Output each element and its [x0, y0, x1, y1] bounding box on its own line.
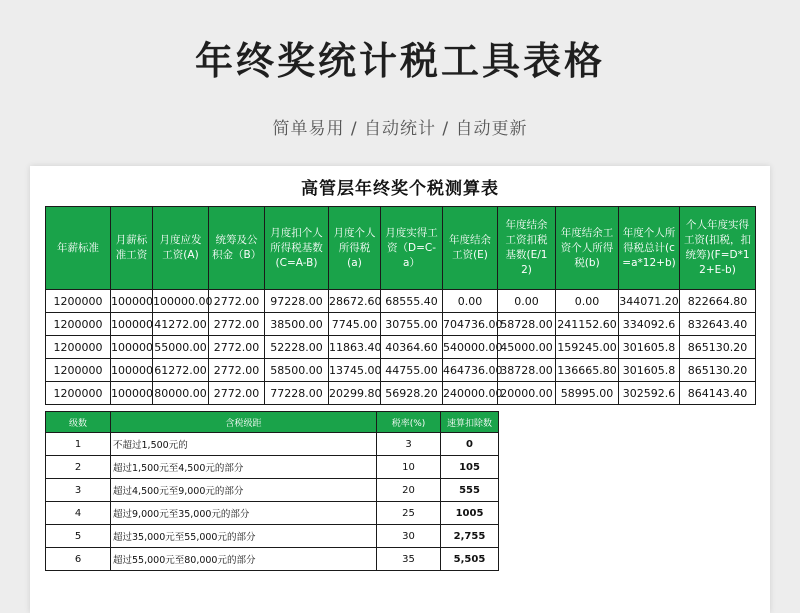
table-cell[interactable]: 334092.6: [619, 313, 680, 336]
table-cell[interactable]: 3: [46, 479, 111, 502]
table-cell[interactable]: 0.00: [443, 290, 498, 313]
table-cell[interactable]: 45000.00: [498, 336, 556, 359]
table-cell[interactable]: 1200000: [46, 290, 111, 313]
table-cell[interactable]: 865130.20: [680, 336, 756, 359]
table-cell[interactable]: 100000: [111, 382, 153, 405]
table-row: [46, 290, 756, 313]
column-header: 年度结余工资个人所得税(b): [556, 207, 619, 290]
table-cell[interactable]: 1: [46, 433, 111, 456]
table-cell[interactable]: 240000.00: [443, 382, 498, 405]
table-cell[interactable]: 97228.00: [265, 290, 329, 313]
table-cell[interactable]: 5: [46, 525, 111, 548]
table-cell[interactable]: 100000: [111, 359, 153, 382]
table-cell[interactable]: 61272.00: [153, 359, 209, 382]
table-cell[interactable]: 6: [46, 548, 111, 571]
column-header: 年度结余工资扣税基数(E/12): [498, 207, 556, 290]
table-cell[interactable]: 0.00: [556, 290, 619, 313]
table-cell[interactable]: 38728.00: [498, 359, 556, 382]
table-header-row: [46, 207, 756, 290]
table-cell[interactable]: 2: [46, 456, 111, 479]
table-cell[interactable]: 30: [377, 525, 441, 548]
table-cell[interactable]: 1200000: [46, 336, 111, 359]
page-title: 年终奖统计税工具表格: [194, 39, 605, 83]
table-cell[interactable]: 13745.00: [329, 359, 381, 382]
table-cell[interactable]: 136665.80: [556, 359, 619, 382]
table-cell[interactable]: 344071.20: [619, 290, 680, 313]
table-row: [46, 502, 499, 525]
table-cell[interactable]: 52228.00: [265, 336, 329, 359]
column-header: 年度个人所得税总计(c=a*12+b): [619, 207, 680, 290]
table-cell[interactable]: 5,505: [441, 548, 499, 571]
column-header: 月度个人所得税(a): [329, 207, 381, 290]
table-cell[interactable]: 35: [377, 548, 441, 571]
table-row: [46, 382, 756, 405]
bonus-tax-table: [45, 206, 756, 405]
column-header: 月度扣个人所得税基数(C=A-B): [265, 207, 329, 290]
table-cell[interactable]: 2772.00: [209, 359, 265, 382]
table-row: [46, 525, 499, 548]
column-header: 含税级距: [111, 412, 377, 433]
table-row: [46, 433, 499, 456]
table-cell[interactable]: 28672.60: [329, 290, 381, 313]
table-cell[interactable]: 704736.00: [443, 313, 498, 336]
table-cell[interactable]: 20299.80: [329, 382, 381, 405]
column-header: 速算扣除数: [441, 412, 499, 433]
table-cell[interactable]: 100000: [111, 336, 153, 359]
table-cell[interactable]: 超过1,500元至4,500元的部分: [111, 456, 377, 479]
table-cell[interactable]: 301605.8: [619, 359, 680, 382]
table-cell[interactable]: 11863.40: [329, 336, 381, 359]
table-cell[interactable]: 41272.00: [153, 313, 209, 336]
column-header: 个人年度实得工资(扣税，扣统筹)(F=D*12+E-b): [680, 207, 756, 290]
table-cell[interactable]: 865130.20: [680, 359, 756, 382]
table-cell[interactable]: 68555.40: [381, 290, 443, 313]
table-cell[interactable]: 38500.00: [265, 313, 329, 336]
table-cell[interactable]: 2772.00: [209, 382, 265, 405]
table-cell[interactable]: 105: [441, 456, 499, 479]
table-cell[interactable]: 3: [377, 433, 441, 456]
table-cell[interactable]: 1200000: [46, 313, 111, 336]
sheet-title: 高管层年终奖个税测算表: [301, 179, 499, 199]
column-header: 月薪标准工资: [111, 207, 153, 290]
table-cell[interactable]: 1200000: [46, 382, 111, 405]
table-cell[interactable]: 4: [46, 502, 111, 525]
table-cell[interactable]: 44755.00: [381, 359, 443, 382]
tax-rate-table: [45, 411, 499, 571]
table-cell[interactable]: 2,755: [441, 525, 499, 548]
table-row: [46, 313, 756, 336]
table-cell[interactable]: 241152.60: [556, 313, 619, 336]
table-cell[interactable]: 2772.00: [209, 290, 265, 313]
table-cell[interactable]: 1005: [441, 502, 499, 525]
table-cell[interactable]: 10: [377, 456, 441, 479]
table-cell[interactable]: 301605.8: [619, 336, 680, 359]
table-cell[interactable]: 555: [441, 479, 499, 502]
table-cell[interactable]: 超过9,000元至35,000元的部分: [111, 502, 377, 525]
table-cell[interactable]: 超过4,500元至9,000元的部分: [111, 479, 377, 502]
table-cell[interactable]: 2772.00: [209, 336, 265, 359]
column-header: 年度结余工资(E): [443, 207, 498, 290]
table-cell[interactable]: 55000.00: [153, 336, 209, 359]
table-cell[interactable]: 540000.00: [443, 336, 498, 359]
table-header-row: [46, 412, 499, 433]
table-row: [46, 548, 499, 571]
table-cell[interactable]: 40364.60: [381, 336, 443, 359]
column-header: 年薪标准: [46, 207, 111, 290]
table-cell[interactable]: 20: [377, 479, 441, 502]
table-row: [46, 479, 499, 502]
table-cell[interactable]: 0.00: [498, 290, 556, 313]
table-cell[interactable]: 100000.00: [153, 290, 209, 313]
table-cell[interactable]: 864143.40: [680, 382, 756, 405]
table-cell[interactable]: 25: [377, 502, 441, 525]
table-cell[interactable]: 7745.00: [329, 313, 381, 336]
table-cell[interactable]: 30755.00: [381, 313, 443, 336]
table-row: [46, 336, 756, 359]
table-cell[interactable]: 不超过1,500元的: [111, 433, 377, 456]
table-cell[interactable]: 20000.00: [498, 382, 556, 405]
spreadsheet: [30, 166, 770, 613]
table-row: [46, 359, 756, 382]
table-cell[interactable]: 832643.40: [680, 313, 756, 336]
table-cell[interactable]: 1200000: [46, 359, 111, 382]
table-cell[interactable]: 80000.00: [153, 382, 209, 405]
table-cell[interactable]: 100000: [111, 313, 153, 336]
table-cell[interactable]: 58728.00: [498, 313, 556, 336]
column-header: 统筹及公积金（B）: [209, 207, 265, 290]
column-header: 月度应发工资(A): [153, 207, 209, 290]
column-header: 税率(%): [377, 412, 441, 433]
table-cell[interactable]: 超过55,000元至80,000元的部分: [111, 548, 377, 571]
table-cell[interactable]: 159245.00: [556, 336, 619, 359]
table-cell[interactable]: 2772.00: [209, 313, 265, 336]
page-subtitle: 简单易用 / 自动统计 / 自动更新: [272, 119, 528, 139]
table-cell[interactable]: 77228.00: [265, 382, 329, 405]
table-cell[interactable]: 0: [441, 433, 499, 456]
column-header: 月度实得工资（D=C-a）: [381, 207, 443, 290]
column-header: 级数: [46, 412, 111, 433]
table-cell[interactable]: 超过35,000元至55,000元的部分: [111, 525, 377, 548]
table-cell[interactable]: 822664.80: [680, 290, 756, 313]
table-row: [46, 456, 499, 479]
table-cell[interactable]: 56928.20: [381, 382, 443, 405]
table-cell[interactable]: 58500.00: [265, 359, 329, 382]
table-cell[interactable]: 58995.00: [556, 382, 619, 405]
table-cell[interactable]: 302592.6: [619, 382, 680, 405]
table-cell[interactable]: 100000: [111, 290, 153, 313]
table-cell[interactable]: 464736.00: [443, 359, 498, 382]
